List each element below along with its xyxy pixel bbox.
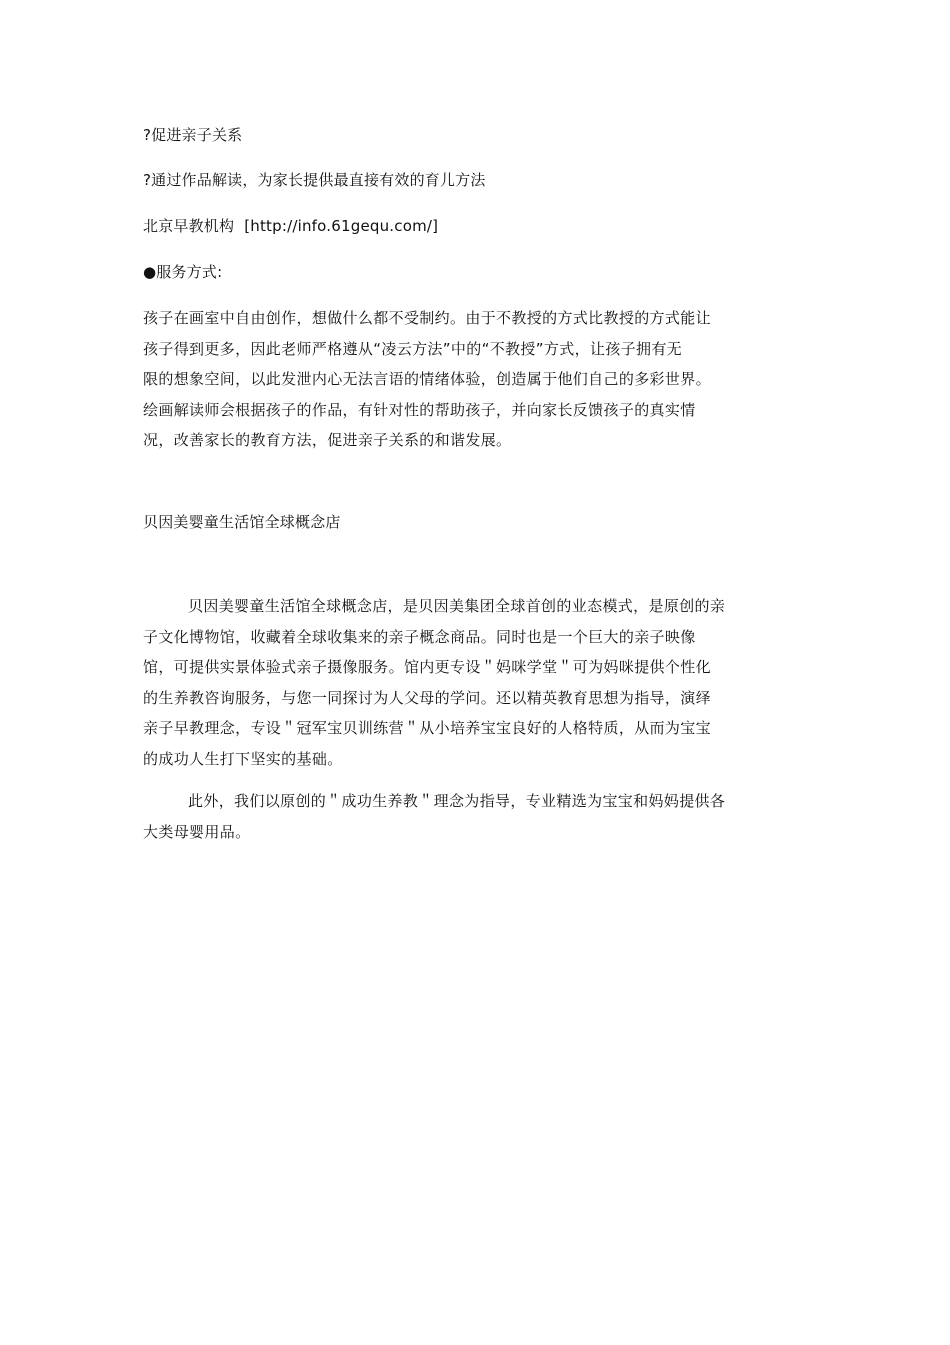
- paragraph-line: 孩子得到更多，因此老师严格遵从“凌云方法”中的“不教授”方式，让孩子拥有无: [143, 339, 683, 358]
- paragraph-line: 馆，可提供实景体验式亲子摄像服务。馆内更专设＂妈咪学堂＂可为妈咪提供个性化: [143, 658, 711, 676]
- paragraph-line: 绘画解读师会根据孩子的作品，有针对性的帮助孩子，并向家长反馈孩子的真实情: [143, 400, 696, 419]
- store-title: 贝因美婴童生活馆全球概念店: [143, 513, 341, 531]
- paragraph-line: 贝因美婴童生活馆全球概念店，是贝因美集团全球首创的业态模式，是原创的亲: [188, 597, 726, 615]
- paragraph-line: 此外，我们以原创的＂成功生养教＂理念为指导，专业精选为宝宝和妈妈提供各: [188, 792, 726, 810]
- store-paragraph-1: [143, 591, 743, 774]
- store-paragraph-2: [143, 786, 743, 847]
- paragraph-line: 况，改善家长的教育方法，促进亲子关系的和谐发展。: [143, 431, 512, 449]
- bullet-item-parenting-method: ?通过作品解读，为家长提供最直接有效的育儿方法: [143, 171, 486, 189]
- paragraph-line: 的成功人生打下坚实的基础。: [143, 749, 343, 768]
- paragraph-line: 大类母婴用品。: [143, 822, 251, 841]
- bullet-item-parent-child: ?促进亲子关系: [143, 126, 243, 144]
- paragraph-line: 孩子在画室中自由创作，想做什么都不受制约。由于不教授的方式比教授的方式能让: [143, 309, 711, 327]
- organization-url: [http://info.61gequ.com/]: [244, 217, 439, 235]
- paragraph-line: 的生养教咨询服务，与您一同探讨为人父母的学问。还以精英教育思想为指导，演绎: [143, 688, 711, 707]
- service-heading: ●服务方式:: [143, 263, 223, 281]
- paragraph-line: 限的想象空间，以此发泄内心无法言语的情绪体验，创造属于他们自己的多彩世界。: [143, 370, 711, 388]
- organization-line: [143, 216, 438, 236]
- service-paragraph: [143, 303, 743, 456]
- paragraph-line: 亲子早教理念，专设＂冠军宝贝训练营＂从小培养宝宝良好的人格特质，从而为宝宝: [143, 719, 711, 737]
- organization-name: 北京早教机构: [143, 217, 235, 235]
- paragraph-line: 子文化博物馆，收藏着全球收集来的亲子概念商品。同时也是一个巨大的亲子映像: [143, 627, 696, 646]
